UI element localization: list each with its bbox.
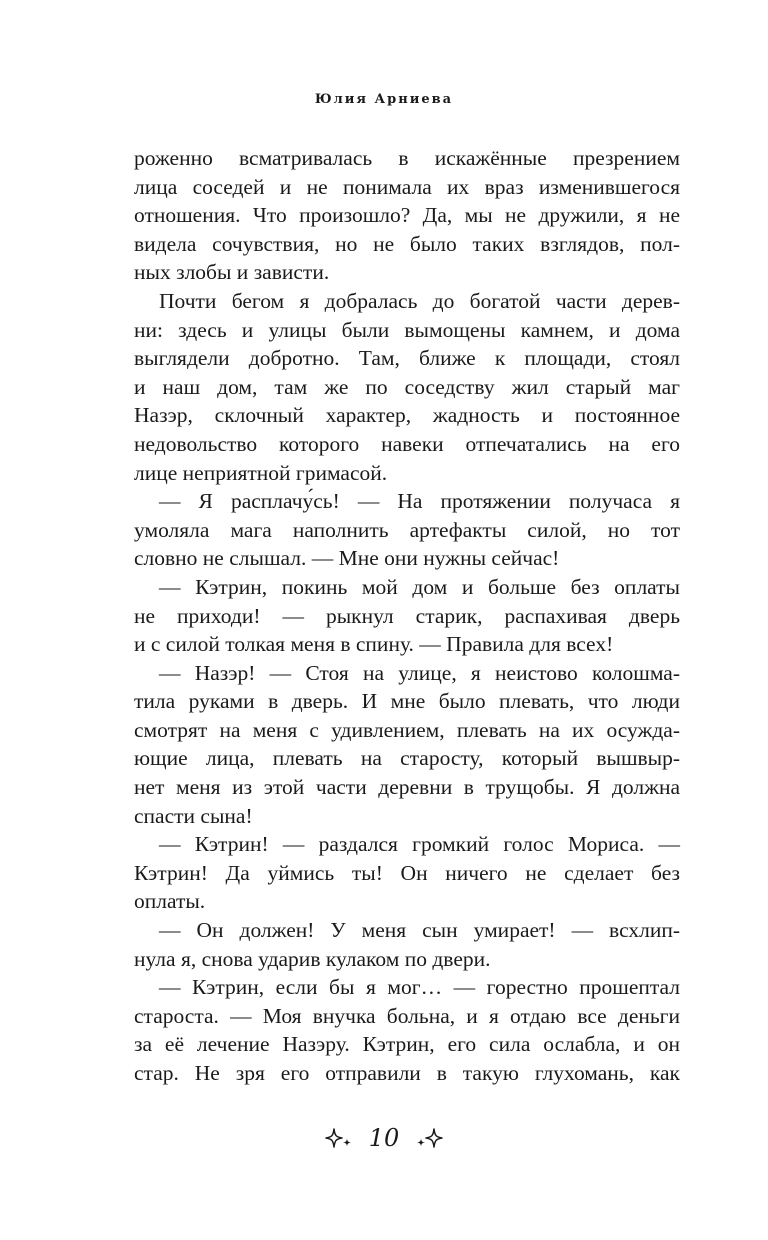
text-line: выглядели добротно. Там, ближе к площади, стоял: [134, 346, 680, 371]
text-line: — Назэр! — Стоя на улице, я неистово колошма-: [159, 660, 680, 685]
text-line: нула я, снова ударив кулаком по двери.: [134, 946, 491, 971]
text-line: лица соседей и не понимала их враз изменившегося: [134, 174, 680, 199]
text-line: видела сочувствия, но не было таких взглядов, пол-: [134, 231, 680, 256]
text-line: — Он должен! У меня сын умирает! — всхлип-: [159, 918, 680, 943]
text-line: Назэр, склочный характер, жадность и постоянное: [134, 403, 680, 428]
text-line: за её лечение Назэру. Кэтрин, его сила ослабла, и он: [134, 1032, 680, 1057]
page-footer: [0, 1118, 768, 1158]
text-line: спасти сына!: [134, 803, 253, 828]
text-line: смотрят на меня с удивлением, плевать на их осужда-: [134, 717, 680, 742]
text-line: умоляла мага наполнить артефакты силой, но тот: [134, 517, 680, 542]
text-line: Кэтрин! Да уймись ты! Он ничего не сделает без: [134, 860, 680, 885]
text-line: и наш дом, там же по соседству жил старый маг: [134, 374, 680, 399]
running-header-author: Юлия Арниева: [314, 92, 454, 107]
text-line: стар. Не зря его отправили в такую глухомань, как: [134, 1061, 680, 1085]
body-text: [134, 144, 680, 1088]
text-line: ющие лица, плевать на старосту, который вышвыр-: [134, 746, 680, 771]
text-line: — Кэтрин, покинь мой дом и больше без оплаты: [159, 574, 680, 599]
text-line: — Я расплачу́сь! — На протяжении получаса я: [159, 489, 680, 514]
text-line: оплаты.: [134, 889, 206, 914]
text-line: Почти бегом я добралась до богатой части дерев-: [159, 288, 680, 313]
text-line: недовольство которого навеки отпечатались на его: [134, 431, 680, 456]
text-line: нет меня из этой части деревни в трущобы. Я должна: [134, 775, 680, 800]
sparkle-stars-icon: [325, 1127, 355, 1149]
sparkle-stars-icon: [413, 1127, 443, 1149]
text-line: словно не слышал. — Мне они нужны сейчас!: [134, 546, 560, 571]
text-line: ни: здесь и улицы были вымощены камнем, и дома: [134, 317, 680, 342]
text-line: не приходи! — рыкнул старик, распахивая дверь: [134, 603, 680, 628]
text-line: — Кэтрин, если бы я мог… — горестно прошептал: [159, 975, 680, 1000]
text-line: и с силой толкая меня в спину. — Правила для всех!: [134, 632, 614, 657]
page-number: 10: [368, 1124, 400, 1152]
text-line: лице неприятной гримасой.: [134, 460, 388, 485]
text-line: тила руками в дверь. И мне было плевать, что люди: [134, 689, 680, 714]
text-line: ных злобы и зависти.: [134, 260, 330, 285]
text-line: — Кэтрин! — раздался громкий голос Мориса. —: [159, 832, 680, 857]
text-line: староста. — Моя внучка больна, и я отдаю все деньги: [134, 1003, 680, 1028]
text-line: отношения. Что произошло? Да, мы не дружили, я не: [134, 203, 680, 228]
text-line: роженно всматривалась в искажённые презрением: [134, 146, 680, 170]
